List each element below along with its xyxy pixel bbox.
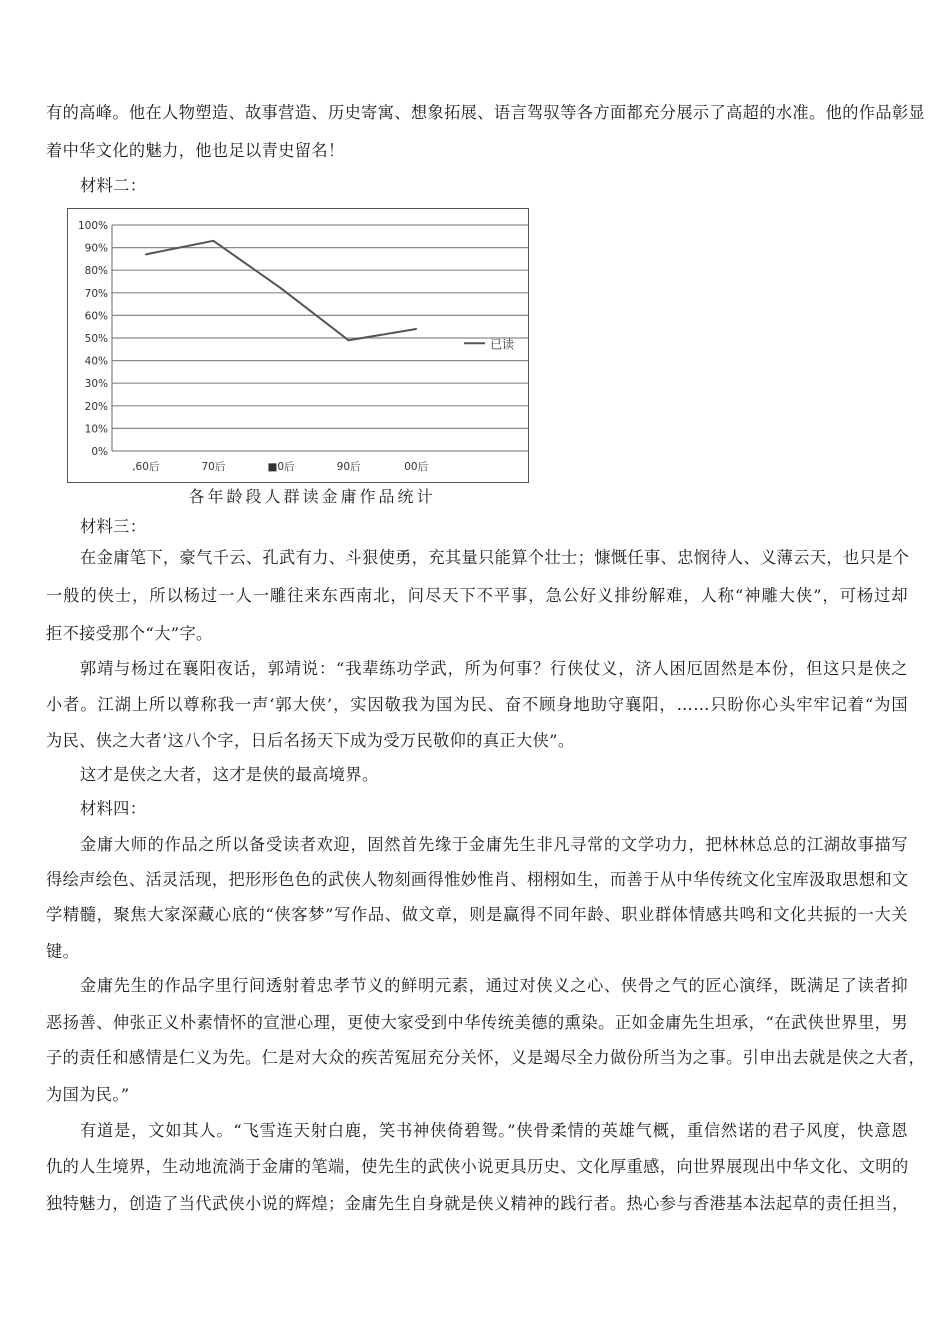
x-tick-label: 70后 <box>201 461 226 473</box>
chart-plot <box>62 204 532 484</box>
y-tick-label: 50% <box>84 333 108 345</box>
y-tick-label: 70% <box>84 287 108 300</box>
text-line: 得绘声绘色、活灵活现，把形形色色的武侠人物刻画得惟妙惟肖、栩栩如生，而善于从中华传统文化宝库汲取思想和文 <box>46 870 909 889</box>
x-tick-label: ■0后 <box>267 461 295 473</box>
text-line: 一般的侠士，所以杨过一人一雕往来东西南北，问尽天下不平事，急公好义排纷解难，人称“神雕大侠”，可杨过却 <box>46 586 908 605</box>
text-line: 恶扬善、伸张正义朴素情怀的宣泄心理，更使大家受到中华传统美德的熏染。正如金庸先生坦承，“在武侠世界里，男 <box>46 1013 908 1032</box>
text-line: 金庸大师的作品之所以备受读者欢迎，固然首先缘于金庸先生非凡寻常的文学功力，把林林总总的江湖故事描写 <box>80 835 908 854</box>
data-point <box>280 287 282 289</box>
y-tick-label: 90% <box>84 242 108 255</box>
data-point <box>145 253 147 255</box>
y-tick-label: 20% <box>84 400 108 413</box>
text-line: 郭靖与杨过在襄阳夜话，郭靖说：“我辈练功学武，所为何事？行侠仗义，济人困厄固然是本份，但这只是侠之 <box>80 659 908 678</box>
line-chart <box>62 204 532 504</box>
text-line: 为民、侠之大者’这八个字，日后名扬天下成为受万民敬仰的真正大侠”。 <box>46 731 575 750</box>
text-line: 金庸先生的作品字里行间透射着忠孝节义的鲜明元素，通过对侠义之心、侠骨之气的匠心演绎，既满足了读者抑 <box>80 976 908 995</box>
y-tick-label: 30% <box>84 378 108 391</box>
data-point <box>213 240 215 242</box>
section-label: 材料二： <box>80 176 147 195</box>
data-point <box>415 328 417 330</box>
series-line <box>146 241 416 340</box>
text-line: 这才是侠之大者，这才是侠的最高境界。 <box>80 765 379 784</box>
section-label: 材料四： <box>80 799 147 818</box>
text-line: 学精髓，聚焦大家深藏心底的“侠客梦”写作品、做文章，则是赢得不同年龄、职业群体情感共鸣和文化共振的一大关 <box>46 905 908 924</box>
x-tick-label: 90后 <box>336 461 361 473</box>
x-tick-label: ,60后 <box>132 461 160 473</box>
text-line: 键。 <box>46 942 80 961</box>
text-line: 小者。江湖上所以尊称我一声‘郭大侠’，实因敬我为国为民、奋不顾身地助守襄阳，……只盼你心头牢牢记着“为国 <box>46 695 908 714</box>
legend-label: 已读 <box>490 337 515 352</box>
y-tick-label: 100% <box>77 220 108 232</box>
y-tick-label: 0% <box>91 446 108 458</box>
text-line: 为国为民。” <box>46 1085 130 1104</box>
text-line: 有道是，文如其人。“飞雪连天射白鹿，笑书神侠倚碧鸳。”侠骨柔情的英雄气概，重信然诺的君子风度，快意恩 <box>80 1121 908 1140</box>
text-line: 仇的人生境界，生动地流淌于金庸的笔端，使先生的武侠小说更具历史、文化厚重感，向世界展现出中华文化、文明的 <box>46 1157 909 1176</box>
text-line: 拒不接受那个“大”字。 <box>46 624 213 643</box>
y-tick-label: 60% <box>84 310 108 323</box>
x-tick-label: 00后 <box>404 461 429 473</box>
chart-title: 各年龄段人群读金庸作品统计 <box>188 487 436 506</box>
y-tick-label: 40% <box>84 355 108 368</box>
section-label: 材料三： <box>80 517 147 536</box>
text-line: 独特魅力，创造了当代武侠小说的辉煌；金庸先生自身就是侠义精神的践行者。热心参与香港基本法起草的责任担当， <box>46 1194 909 1213</box>
y-tick-label: 80% <box>84 265 108 278</box>
text-line: 着中华文化的魅力，他也足以青史留名！ <box>46 141 345 160</box>
text-line: 子的责任和感情是仁义为先。仁是对大众的疾苦冤屈充分关怀，义是竭尽全力做份所当为之事。引申出去就是侠之大者， <box>46 1048 926 1067</box>
y-tick-label: 10% <box>84 423 108 436</box>
data-point <box>348 339 350 341</box>
text-line: 有的高峰。他在人物塑造、故事营造、历史寄寓、想象拓展、语言驾驭等各方面都充分展示了高超的水准。他的作品彰显 <box>46 103 926 122</box>
text-line: 在金庸笔下，豪气千云、孔武有力、斗狠使勇，充其量只能算个壮士；慷慨任事、忠悯待人、义薄云天，也只是个 <box>80 548 910 567</box>
